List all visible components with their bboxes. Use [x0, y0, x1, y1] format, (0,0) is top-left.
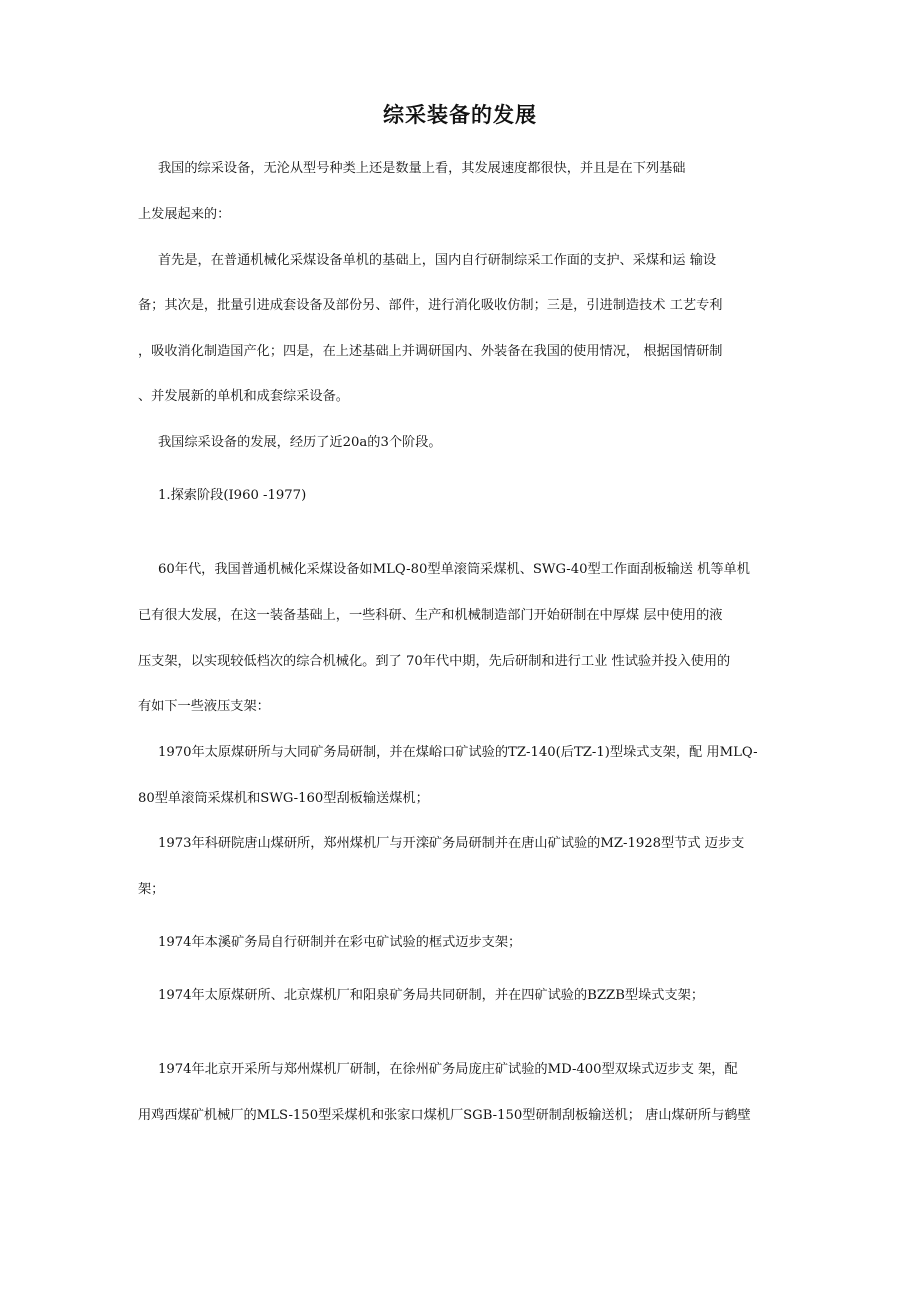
paragraph-line: 有如下一些液压支架：	[138, 699, 270, 714]
paragraph-line: 已有很大发展，在这一装备基础上，一些科研、生产和机械制造部门开始研制在中厚煤 层中使用的液	[138, 608, 723, 623]
paragraph-line: 上发展起来的：	[138, 207, 231, 222]
document-title: 综采装备的发展	[383, 102, 537, 127]
paragraph-line: 1974年北京开采所与郑州煤机厂研制，在徐州矿务局庞庄矿试验的MD-400型双垛式迈步支 架，配	[158, 1062, 738, 1077]
paragraph-line: 用鸡西煤矿机械厂的MLS-150型采煤机和张家口煤机厂SGB-150型研制刮板输送机； 唐山煤研所与鹤壁	[138, 1108, 751, 1123]
paragraph-line: 我国综采设备的发展，经历了近20a的3个阶段。	[158, 435, 442, 450]
paragraph-line: 首先是，在普通机械化采煤设备单机的基础上，国内自行研制综采工作面的支护、采煤和运 输设	[158, 253, 717, 268]
paragraph-line: 架；	[138, 882, 165, 897]
paragraph-line: 1974年本溪矿务局自行研制并在彩屯矿试验的框式迈步支架；	[158, 935, 522, 950]
paragraph-line: 我国的综采设备，无沦从型号种类上还是数量上看，其发展速度都很快，并且是在下列基础	[158, 161, 686, 176]
paragraph-line: 压支架，以实现较低档次的综合机械化。到了 70年代中期，先后研制和进行工业 性试验并投入使用的	[138, 654, 731, 669]
paragraph-line: 60年代，我国普通机械化采煤设备如MLQ-80型单滚筒采煤机、SWG-40型工作面刮板输送 机等单机	[158, 562, 750, 577]
paragraph-line: 1974年太原煤研所、北京煤机厂和阳泉矿务局共同研制，并在四矿试验的BZZB型垛式支架；	[158, 988, 705, 1003]
paragraph-line: ，吸收消化制造国产化；四是，在上述基础上并调研国内、外装备在我国的使用情况， 根据国情研制	[138, 344, 723, 359]
paragraph-line: 备；其次是，批量引进成套设备及部份另、部件，进行消化吸收仿制；三是，引进制造技术 工艺专利	[138, 298, 723, 313]
paragraph-line: 80型单滚筒采煤机和SWG-160型刮板输送煤机；	[138, 791, 429, 806]
paragraph-line: 1973年科研院唐山煤研所，郑州煤机厂与开滦矿务局研制并在唐山矿试验的MZ-1928型节式 迈步支	[158, 836, 745, 851]
paragraph-line: 、并发展新的单机和成套综采设备。	[138, 389, 349, 404]
paragraph-line: 1970年太原煤研所与大同矿务局研制，并在煤峪口矿试验的TZ-140(后TZ-1)型垛式支架，配 用MLQ-	[158, 745, 758, 760]
section-heading: 1.探索阶段(I960 -1977)	[158, 488, 307, 503]
